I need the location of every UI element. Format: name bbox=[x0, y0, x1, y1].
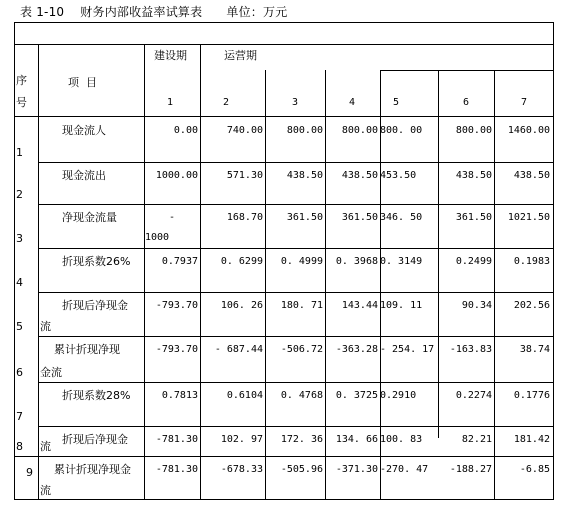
value-cell: -506.72 bbox=[280, 344, 323, 355]
row-number: 8 bbox=[16, 440, 23, 453]
value-cell: 0.7937 bbox=[161, 256, 198, 267]
row-label: 折现系数26% bbox=[62, 255, 131, 268]
value-cell-continued: 1000 bbox=[145, 232, 170, 243]
value-cell: 172. 36 bbox=[280, 434, 323, 445]
value-cell: 0.2274 bbox=[455, 390, 492, 401]
row-line bbox=[39, 162, 554, 163]
row-number: 7 bbox=[16, 410, 23, 423]
value-cell: -6.85 bbox=[519, 464, 550, 475]
value-cell: 346. 50 bbox=[380, 212, 423, 223]
value-cell: 1000.00 bbox=[155, 170, 198, 181]
row-number: 1 bbox=[16, 146, 23, 159]
row-line bbox=[39, 382, 554, 383]
border-bottom bbox=[14, 499, 554, 500]
operation-period-header: 运营期 bbox=[224, 49, 257, 62]
value-cell: 361.50 bbox=[341, 212, 378, 223]
value-cell: 800.00 bbox=[341, 125, 378, 136]
border-right bbox=[553, 22, 554, 500]
value-cell: 0. 3968 bbox=[335, 256, 378, 267]
value-cell: 0. 3725 bbox=[335, 390, 378, 401]
year-header-5: 5 bbox=[392, 97, 400, 108]
row-label-continued: 流 bbox=[40, 320, 51, 333]
value-cell: 100. 83 bbox=[380, 434, 423, 445]
value-cell: 202.56 bbox=[513, 300, 550, 311]
value-cell: 438.50 bbox=[341, 170, 378, 181]
value-cell: 453.50 bbox=[380, 170, 417, 181]
row-label: 现金流出 bbox=[62, 169, 106, 182]
value-cell: 0. 6299 bbox=[220, 256, 263, 267]
row-number: 9 bbox=[26, 466, 33, 479]
value-cell: -793.70 bbox=[155, 300, 198, 311]
value-cell: 134. 66 bbox=[335, 434, 378, 445]
value-cell: 168.70 bbox=[226, 212, 263, 223]
value-cell: -163.83 bbox=[449, 344, 492, 355]
value-cell: 438.50 bbox=[286, 170, 323, 181]
value-cell: 0.1983 bbox=[513, 256, 550, 267]
row-label: 净现金流量 bbox=[62, 211, 117, 224]
value-cell: 438.50 bbox=[513, 170, 550, 181]
year-header-6: 6 bbox=[462, 97, 470, 108]
row-label: 折现后净现金 bbox=[62, 299, 128, 312]
value-cell: 740.00 bbox=[226, 125, 263, 136]
value-cell: 0.1776 bbox=[513, 390, 550, 401]
col-line-1 bbox=[38, 44, 39, 500]
value-cell: 102. 97 bbox=[220, 434, 263, 445]
value-cell: 106. 26 bbox=[220, 300, 263, 311]
row-number: 2 bbox=[16, 188, 23, 201]
row-line bbox=[39, 248, 554, 249]
value-cell: -270. 47 bbox=[380, 464, 429, 475]
col-line-2 bbox=[144, 44, 145, 500]
year-header-1: 1 bbox=[166, 97, 174, 108]
value-cell: 800. 00 bbox=[380, 125, 423, 136]
value-cell: 143.44 bbox=[341, 300, 378, 311]
row-label: 累计折现净现 bbox=[54, 343, 120, 356]
border-top bbox=[14, 22, 554, 23]
year-header-3: 3 bbox=[291, 97, 299, 108]
row-line bbox=[14, 456, 554, 457]
row-label: 累计折现净现金 bbox=[54, 463, 131, 476]
row-number: 3 bbox=[16, 232, 23, 245]
value-cell: 0.6104 bbox=[226, 390, 263, 401]
value-cell: -505.96 bbox=[280, 464, 323, 475]
value-cell: 361.50 bbox=[286, 212, 323, 223]
value-cell: 82.21 bbox=[461, 434, 492, 445]
value-cell: 0.00 bbox=[173, 125, 198, 136]
value-cell: 38.74 bbox=[519, 344, 550, 355]
year-header-7: 7 bbox=[520, 97, 528, 108]
value-cell: - 254. 17 bbox=[380, 344, 435, 355]
border-left bbox=[14, 22, 15, 500]
table-title: 表 1-10 财务内部收益率试算表 单位：万元 bbox=[20, 5, 288, 19]
period-divider bbox=[380, 70, 554, 71]
value-cell: -188.27 bbox=[449, 464, 492, 475]
value-cell: -781.30 bbox=[155, 434, 198, 445]
item-header: 项 目 bbox=[68, 76, 97, 89]
value-cell: 571.30 bbox=[226, 170, 263, 181]
value-cell: 0.7813 bbox=[161, 390, 198, 401]
value-cell: 1460.00 bbox=[507, 125, 550, 136]
seq-header-bottom: 号 bbox=[16, 96, 27, 109]
value-cell: 180. 71 bbox=[280, 300, 323, 311]
row-number: 4 bbox=[16, 276, 23, 289]
value-cell: 800.00 bbox=[286, 125, 323, 136]
row-line bbox=[39, 292, 554, 293]
value-cell: 1021.50 bbox=[507, 212, 550, 223]
value-cell: -793.70 bbox=[155, 344, 198, 355]
col-line-3 bbox=[200, 44, 201, 500]
value-cell: -781.30 bbox=[155, 464, 198, 475]
value-cell: 0.2910 bbox=[380, 390, 417, 401]
row-line bbox=[39, 426, 554, 427]
value-cell: 0. 3149 bbox=[380, 256, 423, 267]
construction-period-header: 建设期 bbox=[154, 49, 187, 62]
value-cell: 361.50 bbox=[455, 212, 492, 223]
value-cell: 0.2499 bbox=[455, 256, 492, 267]
row-label: 现金流人 bbox=[62, 124, 106, 137]
value-cell: 800.00 bbox=[455, 125, 492, 136]
row-label-continued: 流 bbox=[40, 484, 51, 497]
value-cell: 0. 4999 bbox=[280, 256, 323, 267]
value-cell: 90.34 bbox=[461, 300, 492, 311]
value-cell: 438.50 bbox=[455, 170, 492, 181]
value-cell: 181.42 bbox=[513, 434, 550, 445]
row-label-continued: 金流 bbox=[40, 366, 62, 379]
value-cell: 109. 11 bbox=[380, 300, 423, 311]
header-bottom-line bbox=[14, 116, 554, 117]
row-number: 5 bbox=[16, 320, 23, 333]
value-cell: - 687.44 bbox=[214, 344, 263, 355]
seq-header-top: 序 bbox=[16, 74, 27, 87]
value-cell: - bbox=[169, 212, 176, 223]
row-line bbox=[39, 336, 554, 337]
row-label-continued: 流 bbox=[40, 440, 51, 453]
value-cell: 0. 4768 bbox=[280, 390, 323, 401]
year-header-4: 4 bbox=[348, 97, 356, 108]
irr-trial-table bbox=[14, 22, 554, 500]
year-header-2: 2 bbox=[222, 97, 230, 108]
row-label: 折现系数28% bbox=[62, 389, 131, 402]
header-top-line bbox=[14, 44, 554, 45]
value-cell: -371.30 bbox=[335, 464, 378, 475]
row-line bbox=[39, 204, 554, 205]
row-number: 6 bbox=[16, 366, 23, 379]
value-cell: -678.33 bbox=[220, 464, 263, 475]
value-cell: -363.28 bbox=[335, 344, 378, 355]
row-label: 折现后净现金 bbox=[62, 433, 128, 446]
